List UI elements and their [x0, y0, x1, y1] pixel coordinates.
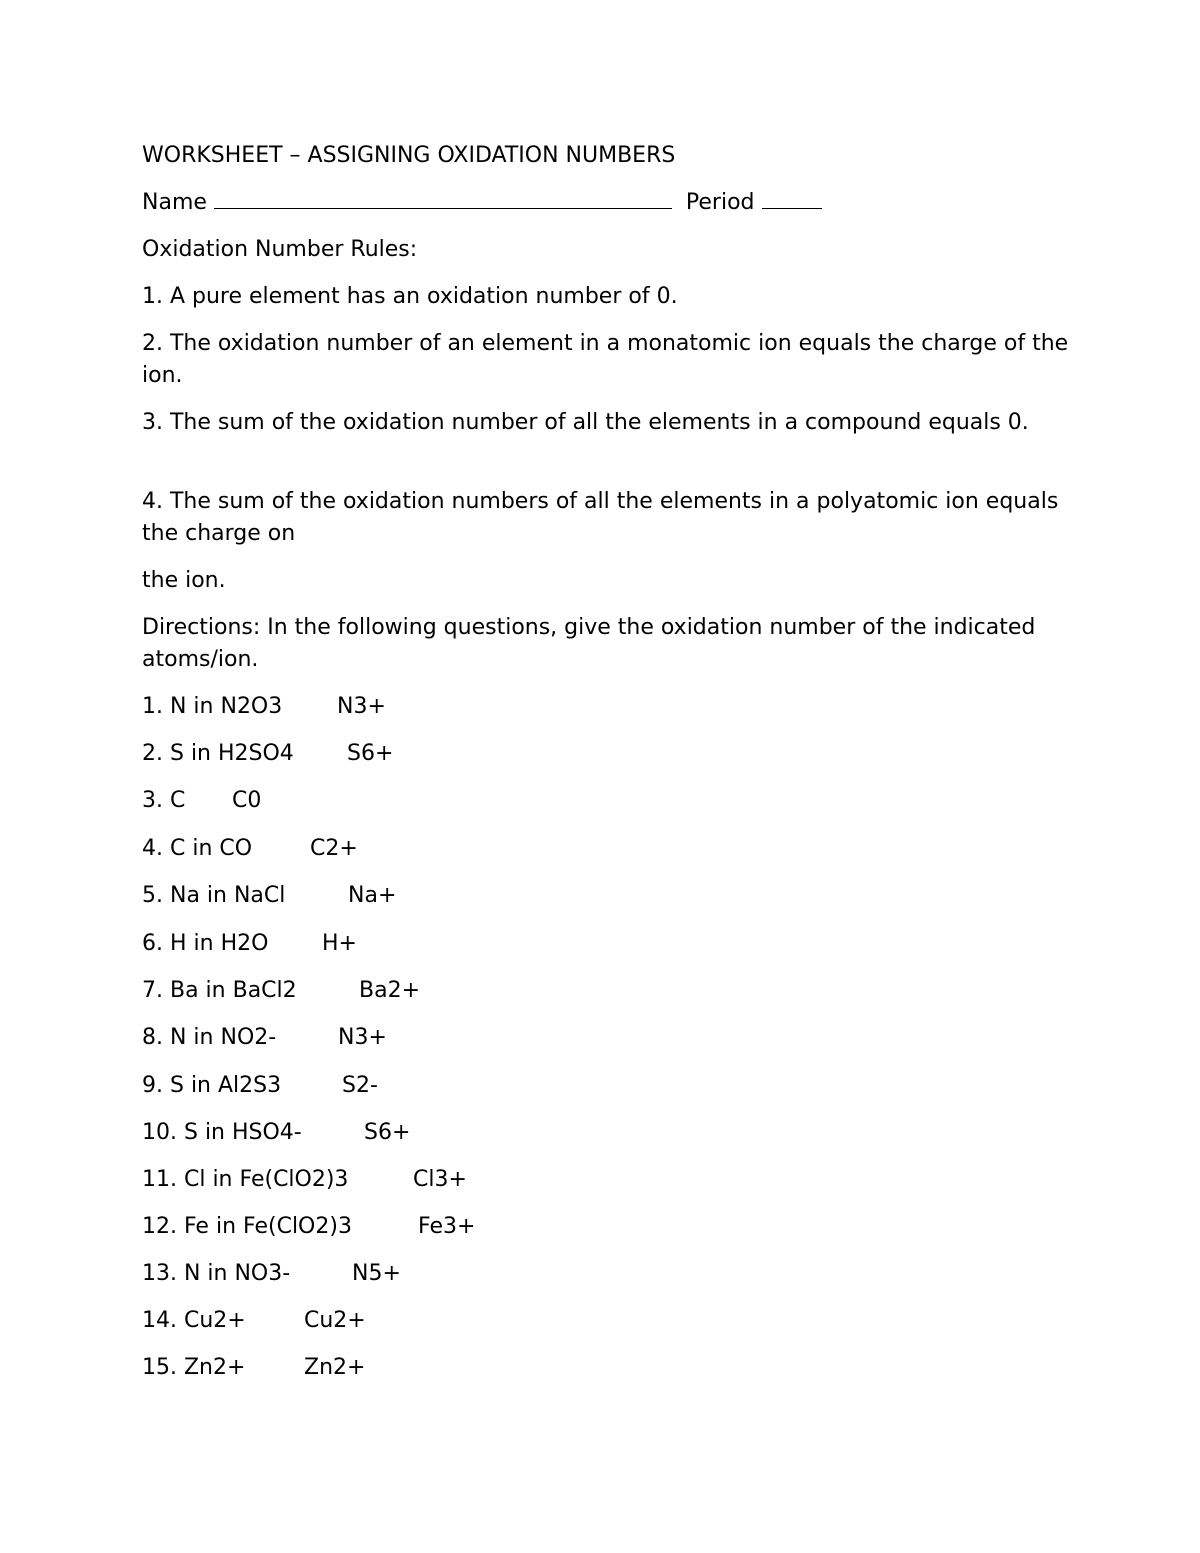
- question-item: [0, 1164, 1200, 1196]
- question-item: [0, 1352, 1200, 1384]
- question-text: 15. Zn2+: [142, 1355, 246, 1380]
- question-item: [0, 1211, 1200, 1243]
- period-blank[interactable]: [762, 188, 822, 209]
- rule-1: 1. A pure element has an oxidation number of 0.: [142, 284, 678, 309]
- question-answer: N5+: [352, 1261, 401, 1286]
- name-period-line: [142, 187, 822, 219]
- question-item: [0, 738, 1200, 770]
- question-text: 1. N in N2O3: [142, 694, 283, 719]
- rule-3: 3. The sum of the oxidation number of all the elements in a compound equals 0.: [142, 410, 1029, 435]
- worksheet-title: WORKSHEET – ASSIGNING OXIDATION NUMBERS: [142, 143, 676, 168]
- question-answer: S2-: [342, 1073, 378, 1098]
- question-text: 11. Cl in Fe(ClO2)3: [142, 1167, 349, 1192]
- question-item: [0, 928, 1200, 960]
- question-item: [0, 1305, 1200, 1337]
- question-text: 5. Na in NaCl: [142, 883, 286, 908]
- question-text: 3. C: [142, 788, 186, 813]
- question-item: [0, 1070, 1200, 1102]
- question-text: 8. N in NO2-: [142, 1025, 277, 1050]
- question-item: [0, 1258, 1200, 1290]
- question-item: [0, 691, 1200, 723]
- question-answer: C2+: [310, 836, 358, 861]
- question-text: 7. Ba in BaCl2: [142, 978, 297, 1003]
- question-item: [0, 1117, 1200, 1149]
- rule-4: 4. The sum of the oxidation numbers of all the elements in a polyatomic ion equals the charge on: [142, 489, 1059, 546]
- question-answer: N3+: [338, 1025, 387, 1050]
- question-answer: C0: [232, 788, 262, 813]
- question-text: 10. S in HSO4-: [142, 1120, 302, 1145]
- question-answer: Cl3+: [413, 1167, 467, 1192]
- question-item: [0, 785, 1200, 817]
- question-text: 13. N in NO3-: [142, 1261, 291, 1286]
- question-item: [0, 833, 1200, 865]
- question-answer: Cu2+: [304, 1308, 366, 1333]
- name-label: Name: [142, 190, 207, 215]
- question-text: 6. H in H2O: [142, 931, 269, 956]
- rule-4-continued: the ion.: [142, 568, 226, 593]
- question-answer: Zn2+: [304, 1355, 366, 1380]
- question-answer: S6+: [347, 741, 394, 766]
- question-answer: S6+: [364, 1120, 411, 1145]
- rule-2: 2. The oxidation number of an element in a monatomic ion equals the charge of the ion.: [142, 331, 1069, 388]
- question-answer: Na+: [348, 883, 397, 908]
- directions: Directions: In the following questions, give the oxidation number of the indicated atoms/ion.: [142, 615, 1036, 672]
- question-text: 4. C in CO: [142, 836, 253, 861]
- question-text: 14. Cu2+: [142, 1308, 246, 1333]
- question-item: [0, 880, 1200, 912]
- rules-heading: Oxidation Number Rules:: [142, 237, 418, 262]
- question-item: [0, 975, 1200, 1007]
- question-text: 12. Fe in Fe(ClO2)3: [142, 1214, 352, 1239]
- question-answer: H+: [322, 931, 357, 956]
- question-answer: N3+: [337, 694, 386, 719]
- question-item: [0, 1022, 1200, 1054]
- question-answer: Ba2+: [359, 978, 421, 1003]
- question-text: 2. S in H2SO4: [142, 741, 294, 766]
- name-blank[interactable]: [214, 188, 672, 209]
- period-label: Period: [685, 190, 755, 215]
- question-text: 9. S in Al2S3: [142, 1073, 282, 1098]
- question-answer: Fe3+: [418, 1214, 476, 1239]
